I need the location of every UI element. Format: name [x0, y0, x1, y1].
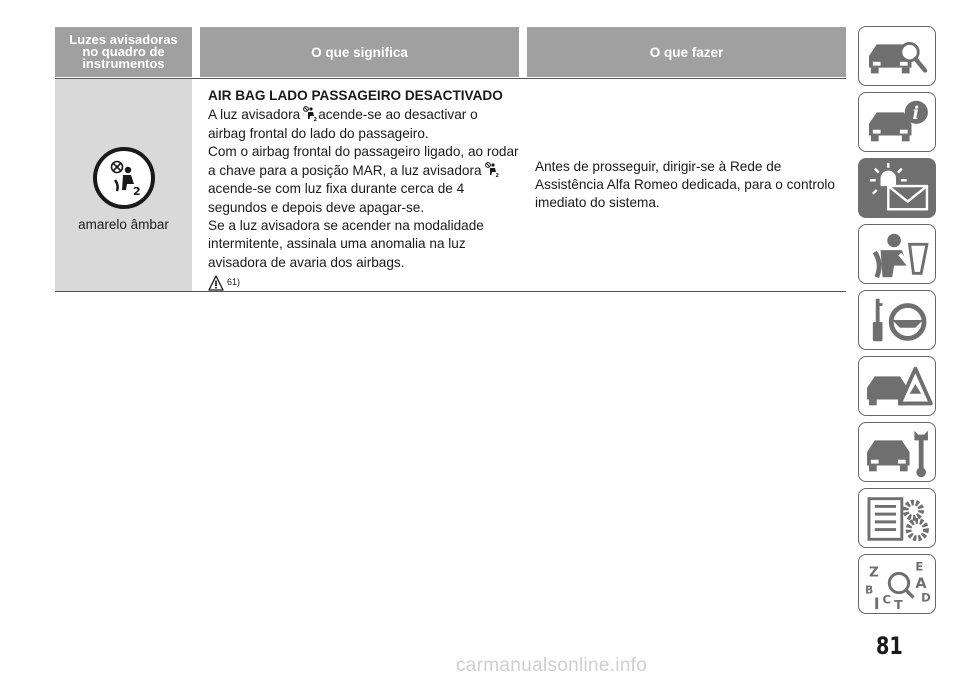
svg-text:2: 2	[132, 184, 141, 198]
header-warning-lights: Luzes avisadoras no quadro de instrumentos	[55, 27, 192, 77]
tab-dashboard-info[interactable]	[858, 92, 936, 152]
index-letter: C	[882, 592, 892, 607]
tab-in-an-emergency[interactable]	[858, 356, 936, 416]
warning-title: AIR BAG LADO PASSAGEIRO DESACTIVADO	[208, 88, 503, 103]
tab-warning-lights-messages[interactable]	[858, 158, 936, 218]
tab-getting-to-know-car[interactable]	[858, 26, 936, 86]
index-letter: B	[865, 583, 874, 597]
action-text: Antes de prosseguir, dirigir-se à Rede de Assistência Alfa Romeo dedicada, para o controlo imediato do sistema.	[535, 158, 835, 211]
warning-lights-table	[55, 27, 846, 292]
note-number: 61)	[227, 276, 241, 287]
technical-data-icon	[859, 489, 935, 547]
car-warning-triangle-icon	[859, 357, 935, 415]
tab-safety[interactable]	[858, 224, 936, 284]
index-letter: E	[915, 559, 924, 574]
seat-safety-icon	[859, 225, 935, 283]
airbag-off-inline-icon	[483, 161, 499, 177]
warning-light-message-icon	[859, 159, 935, 217]
tab-technical-data[interactable]	[858, 488, 936, 548]
tab-servicing-maintenance[interactable]	[858, 422, 936, 482]
car-info-icon	[859, 93, 935, 151]
table-row	[55, 78, 846, 292]
warning-triangle-icon	[208, 275, 224, 291]
page-number: 81	[876, 632, 903, 660]
header-meaning: O que significa	[200, 27, 519, 77]
svg-text:i: i	[912, 104, 920, 125]
meaning-cell	[192, 79, 519, 291]
key-steering-wheel-icon	[859, 291, 935, 349]
svg-text:2: 2	[313, 117, 318, 122]
lamp-color-label: amarelo âmbar	[78, 216, 169, 232]
index-letter: D	[921, 590, 931, 605]
action-cell	[519, 79, 846, 291]
tab-starting-driving[interactable]	[858, 290, 936, 350]
index-letter: T	[894, 597, 903, 613]
warning-lamp-cell	[55, 79, 192, 291]
airbag-off-inline-icon	[301, 105, 317, 121]
alphabetical-index-icon	[859, 555, 935, 613]
car-search-icon	[859, 27, 935, 85]
meaning-paragraph-1: A luz avisadora 2 acende-se ao desactivar o airbag frontal do lado do passageiro.	[208, 107, 478, 141]
passenger-airbag-off-warning-icon	[93, 147, 155, 209]
car-maintenance-icon	[859, 423, 935, 481]
svg-text:2: 2	[495, 173, 499, 178]
meaning-paragraph-3: Se a luz avisadora se acender na modalidade intermitente, assinala uma anomalia na luz avisadora de avaria dos airbags.	[208, 218, 484, 270]
meaning-paragraph-2: Com o airbag frontal do passageiro ligado, ao rodar a chave para a posição MAR, a luz avisadora 2 acende-se com luz fixa durante cerca de 4 segundos e depois deve apagar-se.	[208, 143, 519, 215]
header-action: O que fazer	[527, 27, 846, 77]
safety-note-reference[interactable]	[208, 273, 519, 291]
tab-index[interactable]	[858, 554, 936, 614]
index-letter: Z	[868, 564, 879, 581]
table-header	[55, 27, 846, 77]
watermark: carmanualsonline.info	[456, 655, 648, 676]
index-letter: A	[915, 575, 927, 592]
